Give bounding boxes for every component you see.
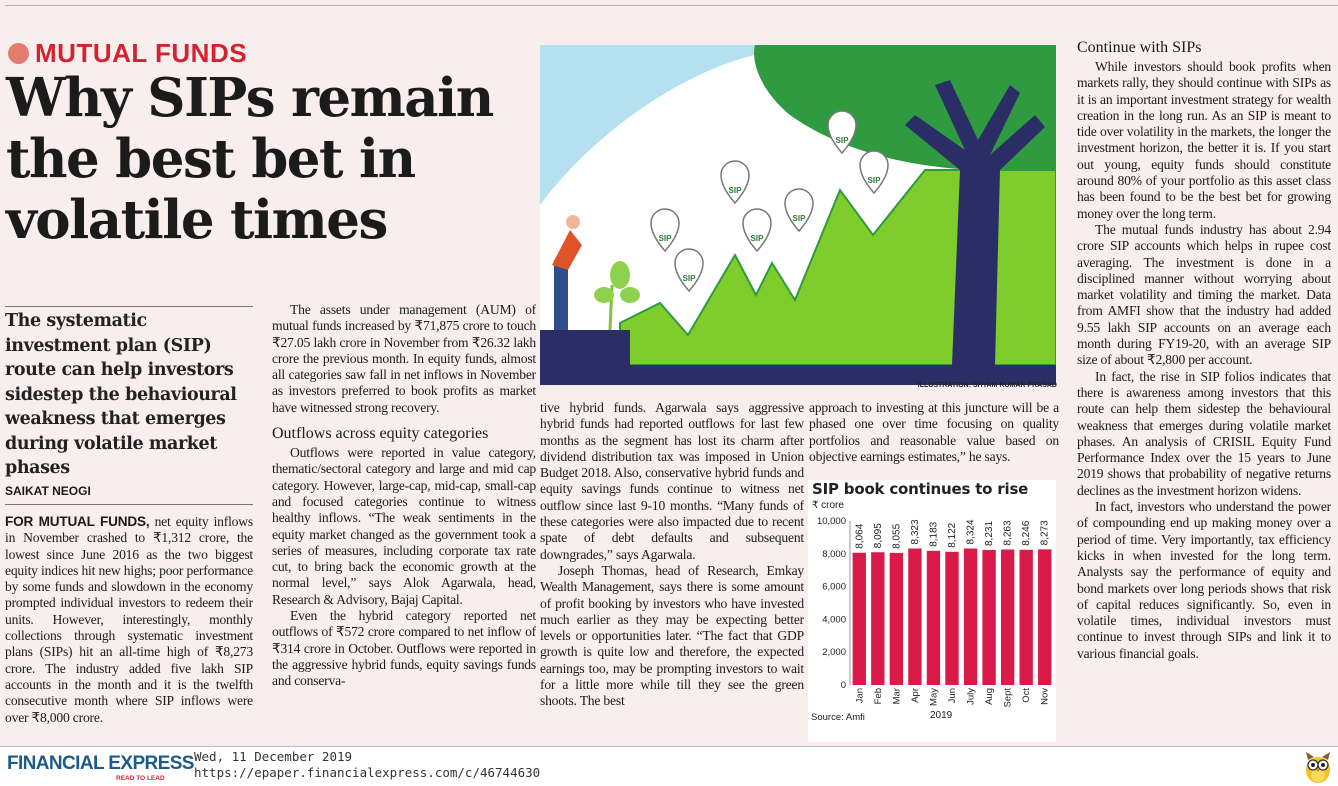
article-column-3 [540, 400, 804, 744]
x-tick-label: Apr [909, 688, 921, 703]
lead-in: FOR MUTUAL FUNDS, [5, 514, 150, 529]
logo-tagline: READ TO LEAD [116, 775, 165, 782]
data-label: 8,324 [965, 519, 977, 545]
bar [871, 552, 884, 685]
pin-label: SIP [867, 176, 881, 185]
sip-growth-illustration [540, 45, 1056, 385]
x-tick-label: Mar [891, 688, 903, 705]
chart-unit: ₹ crore [812, 500, 844, 511]
bar [853, 553, 866, 685]
x-tick-label: May [928, 688, 940, 706]
y-tick-label: 4,000 [822, 614, 846, 626]
data-label: 8,231 [984, 520, 996, 547]
epaper-link[interactable]: https://epaper.financialexpress.com/c/46744630 [194, 765, 541, 780]
paragraph: While investors should book profits when markets rally, they should continue with SIPs as it is an important investment strategy for wealth creation in the long run. As an SIP is meant to tide over volatility in the markets, the longer the investment horizon, the better it is. If you start out young, equity funds should constitute around 80% of your portfolio as this asset class has been found to be the best bet for growing money over the long term. [1077, 59, 1331, 221]
bullet-dot-icon [8, 43, 29, 64]
data-label: 8,183 [928, 521, 940, 547]
subheading: Continue with SIPs [1077, 39, 1202, 56]
sip-bar-chart [808, 480, 1056, 742]
paragraph: tive hybrid funds. Agarwala says aggressive hybrid funds had reported outflows for last few months as the segment has lost its charm after dividend distribution tax was imposed in Union Budget 2018. Also, conservative hybrid funds and equity savings funds continue to witness net outflow since last 9-10 months. “Many funds of these categories were also impacted due to recent spate of debt defaults and subsequent downgrades,” says Agarwala. [540, 400, 804, 562]
data-label: 8,273 [1039, 520, 1051, 546]
article-column-1 [5, 514, 253, 740]
bar [890, 553, 903, 685]
owl-icon [1302, 750, 1334, 784]
data-label: 8,064 [854, 523, 866, 549]
headline: Why SIPs remain the best bet in volatile times [6, 67, 493, 251]
pin-label: SIP [728, 186, 742, 195]
paragraph: Outflows were reported in value category, thematic/sectoral category and large and mid cap category. However, large-cap, mid-cap, small-cap and focused categories continue to witness healthy inflows. “The weak sentiments in the equity market changed as the government took a series of measures, including corporate tax rate cut, to bring back the economic growth at the normal level,” says Alok Agarwala, head, Research & Advisory, Bajaj Capital. [272, 445, 536, 607]
edition-date: Wed, 11 December 2019 [194, 749, 353, 764]
pin-label: SIP [792, 214, 806, 223]
x-tick-label: Jan [854, 688, 866, 704]
paragraph: In fact, the rise in SIP folios indicates that there is awareness among investors that this route can help them sidestep the behavioural weakness that emerges during volatile market phases. An analysis of CRISIL Equity Fund Performance Index over the 15 years to June 2019 shows that probability of negative returns declines as the investment horizon widens. [1077, 368, 1331, 498]
x-tick-label: Jun [947, 688, 958, 704]
paragraph: approach to investing at this juncture will be a phased one over time focusing on quality portfolios and reasonable value based on objective earnings estimates,” he says. [809, 400, 1059, 464]
data-label: 8,095 [872, 523, 884, 549]
bar [1020, 550, 1033, 685]
bar [927, 551, 940, 685]
bar [908, 549, 921, 685]
subheading: Outflows across equity categories [272, 425, 489, 443]
bar [1038, 549, 1051, 685]
paragraph [5, 514, 253, 726]
illustration-credit: ILLUSTRATION: SHYAM KUMAR PRASAD [917, 382, 1057, 389]
article-column-4 [809, 400, 1059, 470]
data-label: 8,263 [1002, 520, 1014, 546]
chart-plot [808, 480, 1056, 742]
x-tick-label: Feb [872, 688, 884, 705]
paragraph: The assets under management (AUM) of mutual funds increased by ₹71,875 crore to touch ₹27.05 lakh crore in November from ₹26.32 lakh crore the previous month. In equity funds, almost all categories saw fall in net inflows in November as investors preferred to book profits as market have witnessed strong recovery. [272, 302, 536, 415]
data-label: 8,246 [1021, 520, 1033, 546]
kicker-label: MUTUAL FUNDS [35, 38, 248, 68]
chart-title: SIP book continues to rise [812, 480, 1029, 498]
divider [5, 504, 253, 505]
article-column-5 [1077, 38, 1331, 744]
pin-label: SIP [835, 136, 849, 145]
bar [945, 552, 958, 685]
data-label: 8,055 [891, 523, 903, 549]
x-tick-label: Sept [1002, 688, 1014, 708]
financial-express-logo: FINANCIAL EXPRESS [7, 753, 194, 774]
divider [5, 306, 253, 307]
x-tick-label: Oct [1021, 688, 1033, 703]
illustration [540, 45, 1056, 385]
data-label: 8,122 [947, 522, 958, 548]
y-tick-label: 6,000 [822, 581, 846, 593]
top-rule [5, 5, 1338, 6]
y-tick-label: 0 [840, 680, 846, 691]
pin-label: SIP [750, 234, 764, 243]
article-column-2 [272, 302, 536, 744]
pin-label: SIP [658, 234, 672, 243]
standfirst: The systematic investment plan (SIP) route can help investors sidestep the behavioural weakness that emerges during volatile market phases [5, 311, 237, 478]
byline: SAIKAT NEOGI [5, 484, 91, 498]
pin-label: SIP [682, 274, 696, 283]
paragraph: Joseph Thomas, head of Research, Emkay Wealth Management, says there is some amount of profit booking by investors who have invested much earlier as they may be expecting better levels or opportunities later. “The fact that GDP growth is quite low and therefore, the expected earnings too, may be prompting investors to wait for a little more while till they see the green shoots. The best [540, 562, 804, 709]
footer [0, 747, 1338, 786]
data-label: 8,323 [909, 519, 921, 545]
x-tick-label: July [965, 688, 977, 705]
y-tick-label: 2,000 [822, 647, 846, 659]
paragraph: The mutual funds industry has about 2.94 crore SIP accounts which helps in rupee cost averaging. The investment is done in a disciplined manner without worrying about market volatility and timing the market. Data from AMFI show that the industry had added 9.55 lakh SIP accounts on an average each month during FY19-20, with an average SIP size of about ₹2,800 per account. [1077, 221, 1331, 368]
bar [964, 548, 977, 685]
bar [982, 550, 995, 685]
bar [1001, 549, 1014, 685]
y-tick-label: 10,000 [816, 516, 846, 527]
x-tick-label: Nov [1039, 688, 1051, 705]
chart-source: Source: Amfi [811, 712, 865, 723]
paragraph-text: net equity inflows in November crashed to ₹1,312 crore, the lowest since June 2016 as the two biggest equity indices hit new highs; poor performance by some funds and slowdown in the economy prompted individual investors to redeem their units. However, interestingly, monthly collections through systematic investment plans (SIPs) hit an all-time high of ₹8,273 crore. The industry added five lakh SIP accounts in the month and it is the twelfth consecutive month where SIP inflows were over ₹8,000 crore. [5, 514, 253, 725]
x-axis-label: 2019 [930, 710, 953, 721]
section-kicker [8, 38, 247, 69]
paragraph: In fact, investors who understand the power of compounding end up making money over a period of time. Very importantly, tax efficiency kicks in when invested for the long term. Analysts say the performance of equity and bond markets over long periods shows that risk of capital reduces significantly. So, even in volatile times, individual investors must continue to invest through SIPs and link it to various financial goals. [1077, 499, 1331, 661]
paragraph: Even the hybrid category reported net outflows of ₹572 crore compared to net inflow of ₹314 crore in October. Outflows were reported in the aggressive hybrid funds, equity savings funds and conserva- [272, 608, 536, 689]
x-tick-label: Aug [984, 688, 996, 705]
y-tick-label: 8,000 [822, 548, 846, 560]
